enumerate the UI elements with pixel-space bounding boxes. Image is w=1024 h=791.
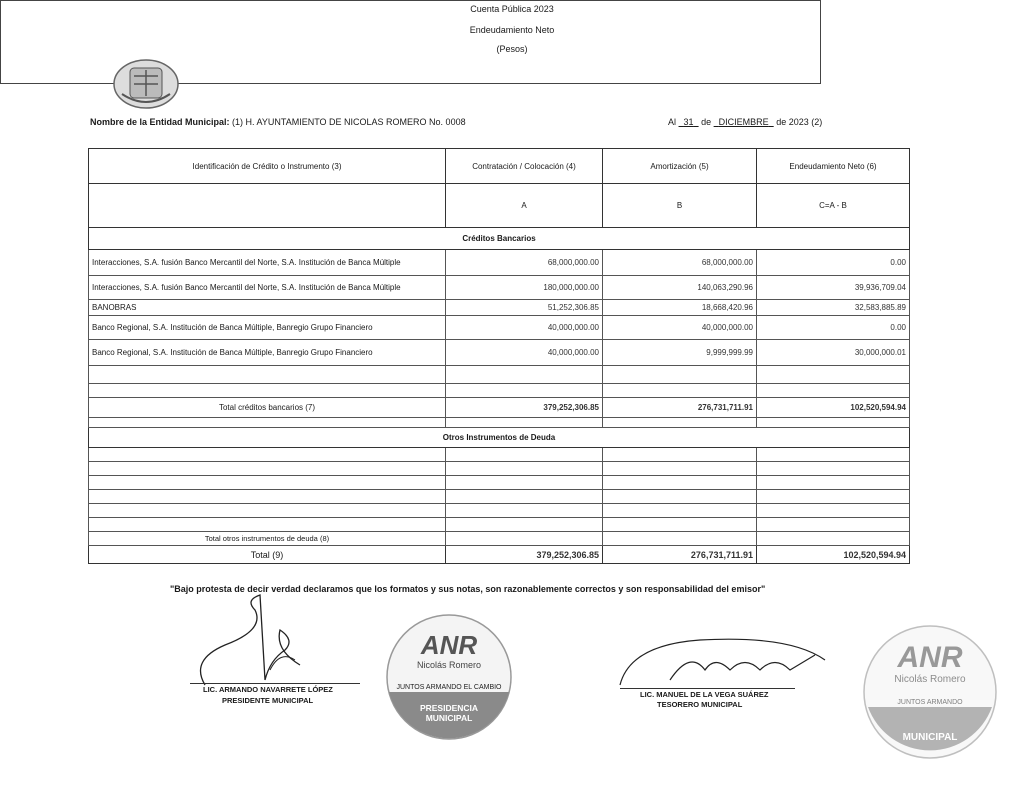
col-a-label: A (446, 184, 603, 228)
empty-row (89, 518, 910, 532)
total-bancarios-b: 276,731,711.91 (603, 398, 757, 418)
row-name: Banco Regional, S.A. Institución de Banca Múltiple, Banregio Grupo Financiero (89, 340, 446, 366)
col-header-contratacion: Contratación / Colocación (4) (446, 149, 603, 184)
entity-value: (1) H. AYUNTAMIENTO DE NICOLAS ROMERO No. 0008 (232, 117, 466, 127)
entity-label: Nombre de la Entidad Municipal: (90, 117, 230, 127)
grand-total-a: 379,252,306.85 (446, 546, 603, 564)
debt-table (88, 148, 910, 564)
empty-row (89, 476, 910, 490)
report-subtitle: Endeudamiento Neto (469, 25, 555, 35)
total-bancarios-c: 102,520,594.94 (757, 398, 910, 418)
table-row (89, 300, 910, 316)
grand-total-row (89, 546, 910, 564)
table-row (89, 316, 910, 340)
total-bancarios-a: 379,252,306.85 (446, 398, 603, 418)
report-title: Cuenta Pública 2023 (470, 4, 554, 14)
row-value-c: 39,936,709.04 (757, 276, 910, 300)
tesorero-name: LIC. MANUEL DE LA VEGA SUÁREZ (640, 690, 769, 699)
row-name: Banco Regional, S.A. Institución de Banca Múltiple, Banregio Grupo Financiero (89, 316, 446, 340)
grand-total-c: 102,520,594.94 (757, 546, 910, 564)
total-otros-label: Total otros instrumentos de deuda (8) (89, 532, 446, 546)
row-value-c: 30,000,000.01 (757, 340, 910, 366)
date-month: DICIEMBRE (718, 117, 769, 127)
row-value-a: 51,252,306.85 (446, 300, 603, 316)
row-value-a: 68,000,000.00 (446, 250, 603, 276)
report-units: (Pesos) (496, 44, 528, 54)
total-bancarios-label: Total créditos bancarios (7) (89, 398, 446, 418)
row-value-b: 18,668,420.96 (603, 300, 757, 316)
presidencia-stamp (384, 612, 514, 742)
tesorero-title: TESORERO MUNICIPAL (657, 700, 743, 709)
col-b-label: B (603, 184, 757, 228)
empty-row (89, 504, 910, 518)
stamp-slogan: JUNTOS ARMANDO EL CAMBIO (396, 684, 502, 691)
row-value-b: 140,063,290.96 (603, 276, 757, 300)
svg-text:ANR: ANR (897, 641, 963, 674)
signature-line-right (620, 688, 795, 689)
row-name: Interacciones, S.A. fusión Banco Mercantil del Norte, S.A. Institución de Banca Múltiple (89, 250, 446, 276)
signature-line-left (190, 683, 360, 684)
row-value-c: 32,583,885.89 (757, 300, 910, 316)
total-otros-row (89, 532, 910, 546)
date-de: de (701, 117, 712, 127)
row-value-b: 40,000,000.00 (603, 316, 757, 340)
stamp-brand: ANR (420, 630, 478, 660)
presidente-title: PRESIDENTE MUNICIPAL (222, 696, 314, 705)
date-suffix: de 2023 (2) (776, 117, 823, 127)
section-creditos-bancarios: Créditos Bancarios (89, 228, 910, 250)
row-value-b: 9,999,999.99 (603, 340, 757, 366)
grand-total-b: 276,731,711.91 (603, 546, 757, 564)
spacer-row (89, 418, 910, 428)
table-row (89, 250, 910, 276)
empty-row (89, 448, 910, 462)
signature-tesorero-icon (610, 625, 840, 695)
empty-row (89, 384, 910, 398)
total-bancarios-row (89, 398, 910, 418)
empty-row (89, 490, 910, 504)
grand-total-label: Total (9) (89, 546, 446, 564)
tesoreria-stamp (860, 622, 1000, 762)
row-value-c: 0.00 (757, 250, 910, 276)
col-header-identificacion: Identificación de Crédito o Instrumento (3) (89, 149, 446, 184)
stamp-circle-icon (860, 622, 1000, 762)
row-value-a: 180,000,000.00 (446, 276, 603, 300)
stamp-presidencia: PRESIDENCIA (419, 703, 479, 713)
column-header-row (89, 149, 910, 184)
stamp-city: Nicolás Romero (416, 660, 482, 670)
col-c-label: C=A - B (757, 184, 910, 228)
table-row (89, 340, 910, 366)
row-name: Interacciones, S.A. fusión Banco Mercantil del Norte, S.A. Institución de Banca Múltiple (89, 276, 446, 300)
row-name: BANOBRAS (89, 300, 446, 316)
table-row (89, 276, 910, 300)
row-value-a: 40,000,000.00 (446, 340, 603, 366)
presidente-name: LIC. ARMANDO NAVARRETE LÓPEZ (203, 685, 333, 694)
svg-text:Nicolás Romero: Nicolás Romero (894, 674, 966, 685)
col-header-endeudamiento: Endeudamiento Neto (6) (757, 149, 910, 184)
formula-row (89, 184, 910, 228)
svg-text:MUNICIPAL: MUNICIPAL (902, 732, 958, 743)
row-value-b: 68,000,000.00 (603, 250, 757, 276)
empty-row (89, 462, 910, 476)
section-otros-instrumentos: Otros Instrumentos de Deuda (89, 428, 910, 448)
col-header-amortizacion: Amortización (5) (603, 149, 757, 184)
svg-text:JUNTOS ARMANDO: JUNTOS ARMANDO (897, 699, 963, 706)
empty-row (89, 366, 910, 384)
row-value-a: 40,000,000.00 (446, 316, 603, 340)
stamp-municipal: MUNICIPAL (425, 713, 473, 723)
date-prefix: Al (668, 117, 677, 127)
date-day: 31 (683, 117, 694, 127)
municipal-seal-icon (112, 58, 180, 110)
date-line (668, 117, 822, 127)
disclaimer-text: "Bajo protesta de decir verdad declaramos que los formatos y sus notas, son razonablemente correctos y son responsabilidad del emisor" (170, 584, 766, 594)
row-value-c: 0.00 (757, 316, 910, 340)
entity-line (90, 117, 466, 127)
